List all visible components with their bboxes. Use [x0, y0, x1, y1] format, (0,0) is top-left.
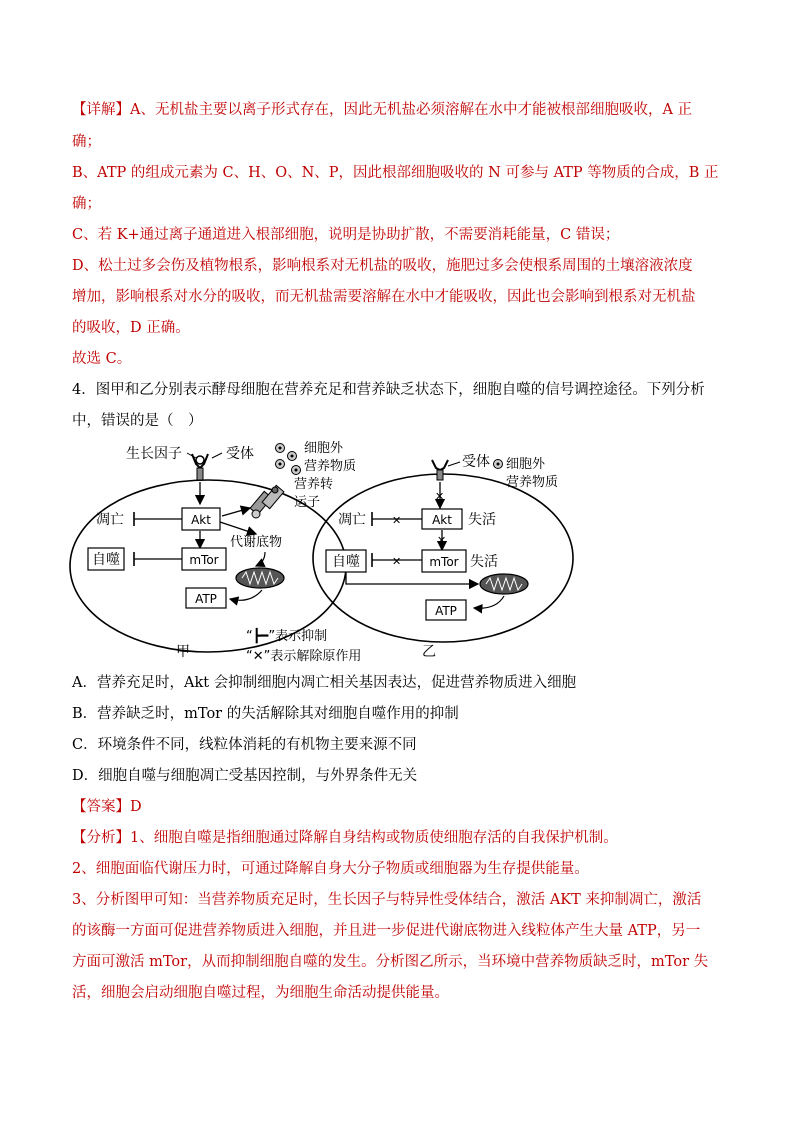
- right-akt-inactive-label: 失活: [468, 512, 496, 528]
- option-d: D．细胞自噬与细胞凋亡受基因控制，与外界条件无关: [72, 768, 418, 784]
- left-growth-factor-label: 生长因子: [126, 446, 182, 462]
- right-autophagy-mito-arrow: [346, 572, 478, 584]
- question-stem-2: 中，错误的是（ ）: [72, 413, 203, 429]
- left-receptor-pointer: [212, 453, 222, 458]
- explanation-line-c: C、若 K+通过离子通道进入根部细胞，说明是协助扩散，不需要消耗能量，C 错误；: [72, 227, 620, 243]
- explanation-choice: 故选 C。: [72, 351, 132, 367]
- left-imported-nutrient-dot: [252, 510, 260, 518]
- explanation-line-b1: B、ATP 的组成元素为 C、H、O、N、P，因此根部细胞吸收的 N 可参与 ATP 等物质的合成，B 正: [72, 165, 719, 181]
- right-receptor-label: 受体: [462, 454, 490, 470]
- left-transporter-label-2: 运子: [294, 495, 321, 510]
- analysis-line-1: [72, 828, 732, 848]
- right-nutrient-dot: [494, 460, 503, 469]
- analysis-line-3a: 3、分析图甲可知：当营养物质充足时，生长因子与特异性受体结合，激活 AKT 来抑制凋亡，激活: [72, 892, 702, 908]
- legend-inhibit: “┣━”表示抑制: [246, 629, 328, 644]
- explanation-tag: 【详解】: [72, 102, 130, 118]
- right-cell-caption: 乙: [422, 644, 436, 660]
- right-mito-atp-arrow: [474, 596, 504, 608]
- legend-release: “✕”表示解除原作用: [246, 649, 362, 664]
- right-akt-mtor-release-mark: ✕: [437, 534, 447, 547]
- right-akt-apoptosis-release-mark: ✕: [392, 514, 402, 527]
- explanation-line-a2: 确；: [72, 134, 101, 150]
- left-receptor-icon: [192, 454, 208, 480]
- explanation-a1-text: A、无机盐主要以离子形式存在，因此无机盐必须溶解在水中才能被根部细胞吸收，A 正: [130, 102, 693, 118]
- right-autophagy-label: 自噬: [332, 554, 360, 570]
- option-c: C．环境条件不同，线粒体消耗的有机物主要来源不同: [72, 737, 417, 753]
- right-atp-label: ATP: [435, 604, 457, 618]
- analysis-line-2: 2、细胞面临代谢压力时，可通过降解自身大分子物质或细胞器为生存提供能量。: [72, 861, 589, 877]
- right-extracellular-label-2: 营养物质: [506, 475, 559, 490]
- left-atp-label: ATP: [195, 592, 217, 606]
- option-a: A．营养充足时，Akt 会抑制细胞内凋亡相关基因表达，促进营养物质进入细胞: [72, 675, 577, 691]
- right-extracellular-label-1: 细胞外: [506, 457, 546, 472]
- answer-line: [72, 797, 732, 817]
- left-akt-metabolism-arrow: [220, 522, 256, 534]
- left-mtor-label: mTor: [189, 553, 219, 567]
- left-mitochondrion-icon: [236, 568, 284, 588]
- answer-tag: 【答案】: [72, 799, 130, 815]
- right-apoptosis-label: 凋亡: [338, 512, 366, 528]
- explanation-line-d2: 增加，影响根系对水分的吸收，而无机盐需要溶解在水中才能吸收，因此也会影响到根系对无机盐: [72, 289, 696, 305]
- explanation-line-d3: 的吸收，D 正确。: [72, 320, 190, 336]
- right-mtor-autophagy-release-mark: ✕: [392, 555, 402, 568]
- right-mitochondrion-icon: [480, 574, 528, 594]
- left-apoptosis-label: 凋亡: [96, 512, 124, 528]
- analysis-line-3c: 方面可激活 mTor，从而抑制细胞自噬的发生。分析图乙所示，当环境中营养物质缺乏时，mTor 失: [72, 954, 709, 970]
- answer-value: D: [130, 799, 142, 815]
- explanation-line-b2: 确；: [72, 196, 101, 212]
- left-mito-atp-arrow: [230, 590, 262, 600]
- right-receptor-icon: [432, 460, 448, 480]
- left-cell-caption: 甲: [176, 644, 190, 660]
- question-stem-1: 4．图甲和乙分别表示酵母细胞在营养充足和营养缺乏状态下，细胞自噬的信号调控途径。下列分析: [72, 382, 705, 398]
- right-akt-label: Akt: [432, 513, 452, 527]
- analysis-line-3d: 活，细胞会启动细胞自噬过程，为细胞生命活动提供能量。: [72, 985, 449, 1001]
- left-extracellular-label-2: 营养物质: [304, 459, 357, 474]
- explanation-line-a1: [72, 100, 732, 120]
- right-receptor-akt-release-mark: ✕: [435, 490, 445, 503]
- right-mtor-inactive-label: 失活: [470, 554, 498, 570]
- analysis-p1: 1、细胞自噬是指细胞通过降解自身结构或物质使细胞存活的自我保护机制。: [130, 830, 618, 846]
- right-mtor-label: mTor: [429, 555, 459, 569]
- analysis-tag: 【分析】: [72, 830, 130, 846]
- analysis-line-3b: 的该酶一方面可促进营养物质进入细胞，并且进一步促进代谢底物进入线粒体产生大量 ATP，另一: [72, 923, 701, 939]
- left-extracellular-label-1: 细胞外: [304, 441, 344, 456]
- left-transporter-label-1: 营养转: [294, 477, 334, 492]
- left-metabolite-mito-arrow: [256, 552, 265, 566]
- left-metabolite-label: 代谢底物: [230, 535, 283, 550]
- left-growth-factor-pointer: [187, 453, 196, 458]
- autophagy-pathway-diagram: [60, 438, 680, 670]
- right-receptor-pointer: [448, 462, 460, 466]
- option-b: B．营养缺乏时，mTor 的失活解除其对细胞自噬作用的抑制: [72, 706, 459, 722]
- left-receptor-label: 受体: [226, 446, 254, 462]
- left-autophagy-label: 自噬: [92, 552, 120, 568]
- explanation-line-d1: D、松土过多会伤及植物根系，影响根系对无机盐的吸收，施肥过多会使根系周围的土壤溶液浓度: [72, 258, 693, 274]
- left-akt-label: Akt: [191, 513, 211, 527]
- left-nutrient-dots: [276, 444, 301, 475]
- left-akt-transporter-arrow: [222, 508, 250, 516]
